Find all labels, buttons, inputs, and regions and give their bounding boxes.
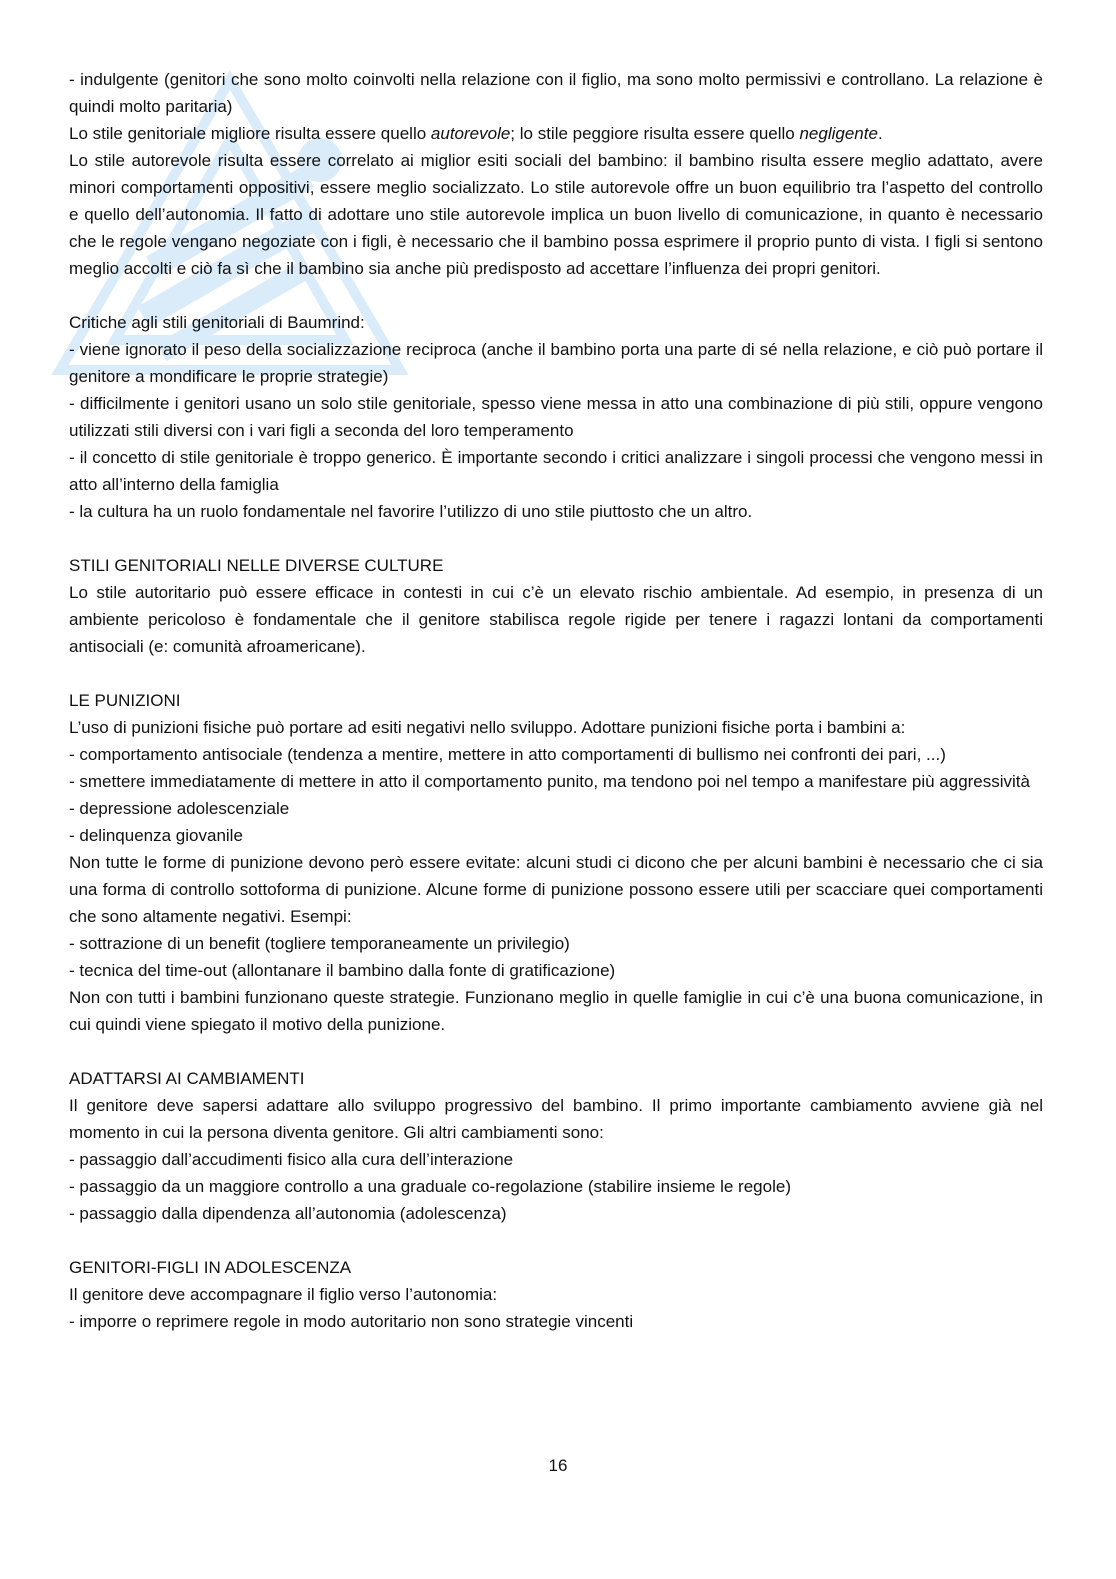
- text-segment: ; lo stile peggiore risulta essere quello: [510, 124, 800, 143]
- page-number: 16: [548, 1456, 568, 1475]
- spacer: [69, 660, 1043, 687]
- paragraph-cambiamenti-intro: Il genitore deve sapersi adattare allo sviluppo progressivo del bambino. Il primo importante cambiamento avviene già nel momento in cui la persona diventa genitore. Gli altri cambiamenti sono:: [69, 1096, 1043, 1142]
- emphasis-negligente: negligente: [799, 124, 878, 143]
- paragraph-adolescenza-intro: Il genitore deve accompagnare il figlio verso l’autonomia:: [69, 1285, 498, 1304]
- spacer: [69, 282, 1043, 309]
- list-item: - viene ignorato il peso della socializzazione reciproca (anche il bambino porta una parte di sé nella relazione, e ciò può portare il genitore a mondificare le proprie strategie): [69, 340, 1043, 386]
- paragraph-stile-autorevole: Lo stile autorevole risulta essere correlato ai miglior esiti sociali del bambino: il bambino risulta essere meglio adattato, avere minori comportamenti oppositivi, essere meglio socializzato. Lo stile autorevole offre un buon equilibrio tra l’aspetto del controllo e quello dell’autonomia. Il fatto di adottare uno stile autorevole implica un buon livello di comunicazione, in quanto è necessario che le regole vengano negoziate con i figli, è necessario che il bambino possa esprimere il proprio punto di vista. I figli si sentono meglio accolti e ciò fa sì che il bambino sia anche più predisposto ad accettare l’influenza dei propri genitori.: [69, 151, 1043, 278]
- list-item: - difficilmente i genitori usano un solo stile genitoriale, spesso viene messa in atto una combinazione di più stili, oppure vengono utilizzati stili diversi con i vari figli a seconda del loro temperamento: [69, 394, 1043, 440]
- list-item: - delinquenza giovanile: [69, 826, 243, 845]
- list-item: - depressione adolescenziale: [69, 799, 290, 818]
- paragraph-indulgente: - indulgente (genitori che sono molto coinvolti nella relazione con il figlio, ma sono molto permissivi e controllano. La relazione è quindi molto paritaria): [69, 70, 1043, 116]
- list-item: - smettere immediatamente di mettere in atto il comportamento punito, ma tendono poi nel tempo a manifestare più aggressività: [69, 772, 1030, 791]
- section-heading-punizioni: LE PUNIZIONI: [69, 691, 181, 710]
- spacer: [69, 525, 1043, 552]
- section-heading-adolescenza: GENITORI-FIGLI IN ADOLESCENZA: [69, 1258, 352, 1277]
- paragraph-punizioni-non-tutte: Non tutte le forme di punizione devono però essere evitate: alcuni studi ci dicono che per alcuni bambini è necessario che ci sia una forma di controllo sottoforma di punizione. Alcune forme di punizione possono essere utili per scacciare quei comportamenti che sono altamente negativi. Esempi:: [69, 853, 1043, 926]
- list-item: - comportamento antisociale (tendenza a mentire, mettere in atto comportamenti di bullismo nei confronti dei pari, ...): [69, 745, 946, 764]
- list-item: - passaggio da un maggiore controllo a una graduale co-regolazione (stabilire insieme le regole): [69, 1177, 791, 1196]
- text-segment: .: [877, 124, 883, 143]
- spacer: [69, 1227, 1043, 1254]
- paragraph-punizioni-intro: L’uso di punizioni fisiche può portare ad esiti negativi nello sviluppo. Adottare punizioni fisiche porta i bambini a:: [69, 718, 906, 737]
- list-item: - il concetto di stile genitoriale è troppo generico. È importante secondo i critici analizzare i singoli processi che vengono messi in atto all’interno della famiglia: [69, 448, 1043, 494]
- list-item: - imporre o reprimere regole in modo autoritario non sono strategie vincenti: [69, 1312, 634, 1331]
- paragraph-punizioni-conclusion: Non con tutti i bambini funzionano queste strategie. Funzionano meglio in quelle famiglie in cui c’è una buona comunicazione, in cui quindi viene spiegato il motivo della punizione.: [69, 988, 1043, 1034]
- section-heading-culture: STILI GENITORIALI NELLE DIVERSE CULTURE: [69, 556, 444, 575]
- section-heading-cambiamenti: ADATTARSI AI CAMBIAMENTI: [69, 1069, 305, 1088]
- list-item: - passaggio dall’accudimenti fisico alla cura dell’interazione: [69, 1150, 514, 1169]
- list-item: - la cultura ha un ruolo fondamentale nel favorire l’utilizzo di uno stile piuttosto che un altro.: [69, 502, 753, 521]
- paragraph-culture: Lo stile autoritario può essere efficace in contesti in cui c’è un elevato rischio ambientale. Ad esempio, in presenza di un ambiente pericoloso è fondamentale che il genitore stabilisca regole rigide per tenere i ragazzi lontani da comportamenti antisociali (e: comunità afroamericane).: [69, 583, 1043, 656]
- emphasis-autorevole: autorevole: [430, 124, 511, 143]
- paragraph-stile-migliore: [69, 120, 1043, 147]
- list-item: - sottrazione di un benefit (togliere temporaneamente un privilegio): [69, 934, 570, 953]
- list-item: - tecnica del time-out (allontanare il bambino dalla fonte di gratificazione): [69, 961, 616, 980]
- text-segment: Lo stile genitoriale migliore risulta essere quello: [69, 124, 431, 143]
- critiche-title: Critiche agli stili genitoriali di Baumrind:: [69, 313, 365, 332]
- page-body: [69, 66, 1043, 1335]
- spacer: [69, 1038, 1043, 1065]
- list-item: - passaggio dalla dipendenza all’autonomia (adolescenza): [69, 1204, 507, 1223]
